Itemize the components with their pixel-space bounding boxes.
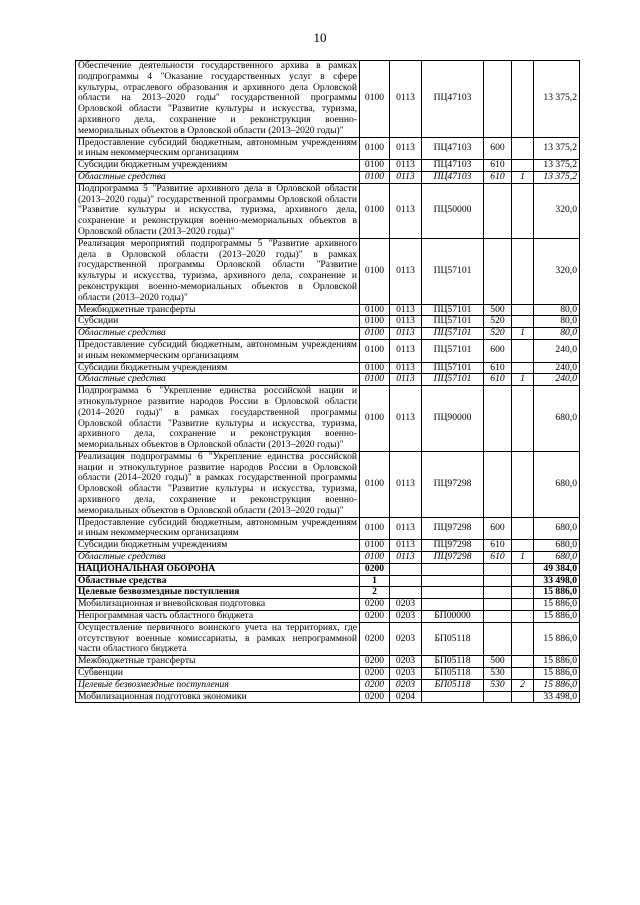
row-target-article: БП05118 (422, 668, 484, 680)
row-expense-type: 600 (484, 137, 512, 160)
row-amount: 680,0 (534, 386, 580, 452)
row-target-article: ПЦ57101 (422, 362, 484, 374)
row-target-article: ПЦ47103 (422, 171, 484, 183)
row-subsection-code: 0113 (390, 316, 422, 328)
table-row (76, 238, 580, 304)
row-target-article: ПЦ57101 (422, 238, 484, 304)
row-expense-type: 500 (484, 304, 512, 316)
row-amount: 15 886,0 (534, 611, 580, 623)
row-subsection-code: 0113 (390, 517, 422, 540)
row-subsection-code: 0203 (390, 599, 422, 611)
row-fund-source (512, 316, 534, 328)
row-amount: 15 886,0 (534, 599, 580, 611)
row-target-article: ПЦ97298 (422, 517, 484, 540)
row-target-article (422, 575, 484, 587)
row-amount: 80,0 (534, 304, 580, 316)
row-section-code: 0100 (360, 304, 390, 316)
row-expense-type: 530 (484, 679, 512, 691)
row-subsection-code: 0203 (390, 668, 422, 680)
row-expense-type: 610 (484, 160, 512, 172)
row-fund-source (512, 160, 534, 172)
row-name: Межбюджетные трансферты (76, 304, 360, 316)
row-amount: 680,0 (534, 552, 580, 564)
row-name: Обеспечение деятельности государственного архива в рамках подпрограммы 4 "Оказание государственных услуг в сфере культуры, отраслевого образования и архивного дела Орловской области на 2013–2020 годы" государственной программы Орловской области "Развитие культуры и искусства, туризма, архивного дела, сохранение и реконструкция военно-мемориальных объектов в Орловской области (2013–2020 годы)" (76, 61, 360, 138)
row-amount: 15 886,0 (534, 656, 580, 668)
row-section-code: 0100 (360, 339, 390, 362)
row-amount: 13 375,2 (534, 61, 580, 138)
row-expense-type (484, 386, 512, 452)
row-name: Предоставление субсидий бюджетным, автономным учреждениям и иным некоммерческим организациям (76, 339, 360, 362)
row-name: Целевые безвозмездные поступления (76, 679, 360, 691)
row-amount: 320,0 (534, 183, 580, 238)
row-name: Межбюджетные трансферты (76, 656, 360, 668)
row-section-code: 0100 (360, 137, 390, 160)
row-subsection-code: 0113 (390, 304, 422, 316)
row-expense-type (484, 622, 512, 655)
row-fund-source (512, 540, 534, 552)
row-fund-source (512, 362, 534, 374)
row-amount: 15 886,0 (534, 668, 580, 680)
row-section-code: 0100 (360, 171, 390, 183)
row-amount: 15 886,0 (534, 679, 580, 691)
row-name: Предоставление субсидий бюджетным, автономным учреждениям и иным некоммерческим организациям (76, 137, 360, 160)
table-row (76, 374, 580, 386)
row-section-code: 0100 (360, 552, 390, 564)
table-row (76, 451, 580, 517)
row-name: Областные средства (76, 328, 360, 340)
row-fund-source (512, 611, 534, 623)
row-amount: 13 375,2 (534, 137, 580, 160)
row-name: Реализация подпрограммы 6 "Укрепление единства российской нации и этнокультурное развитие народов России в Орловской области (2014–2020 годы)" в рамках государственной программы Орловской области "Развитие культуры и искусства, туризма, архивного дела, сохранение и реконструкция военно-мемориальных объектов в Орловской области (2013–2020 годы)" (76, 451, 360, 517)
row-section-code: 2 (360, 587, 390, 599)
row-expense-type (484, 575, 512, 587)
row-expense-type: 600 (484, 339, 512, 362)
row-target-article: ПЦ97298 (422, 552, 484, 564)
row-amount: 80,0 (534, 316, 580, 328)
row-expense-type: 600 (484, 517, 512, 540)
row-subsection-code: 0113 (390, 238, 422, 304)
row-section-code: 0100 (360, 160, 390, 172)
row-amount: 13 375,2 (534, 160, 580, 172)
row-amount: 49 384,0 (534, 563, 580, 575)
row-target-article (422, 587, 484, 599)
row-fund-source (512, 563, 534, 575)
row-section-code: 0100 (360, 328, 390, 340)
row-name: Непрограммная часть областного бюджета (76, 611, 360, 623)
row-expense-type: 610 (484, 552, 512, 564)
row-name: Подпрограмма 5 "Развитие архивного дела в Орловской области (2013–2020 годы)" государственной программы Орловской области "Развитие культуры и искусства, туризма, архивного дела, сохранение и реконструкция военно-мемориальных объектов в Орловской области (2013–2020 годы)" (76, 183, 360, 238)
budget-table (75, 60, 580, 703)
row-section-code: 0200 (360, 656, 390, 668)
row-amount: 320,0 (534, 238, 580, 304)
row-subsection-code (390, 563, 422, 575)
row-expense-type (484, 691, 512, 703)
row-expense-type (484, 599, 512, 611)
table-row (76, 339, 580, 362)
row-expense-type: 610 (484, 171, 512, 183)
row-subsection-code: 0113 (390, 374, 422, 386)
row-subsection-code: 0113 (390, 183, 422, 238)
row-expense-type (484, 587, 512, 599)
row-expense-type: 530 (484, 668, 512, 680)
row-subsection-code: 0203 (390, 656, 422, 668)
row-name: Субсидии бюджетным учреждениям (76, 540, 360, 552)
row-subsection-code: 0113 (390, 386, 422, 452)
row-name: Реализация мероприятий подпрограммы 5 "Развитие архивного дела в Орловской области (2013–2020 годы)" в рамках государственной программы Орловской области "Развитие культуры и искусства, туризма, архивного дела, сохранение и реконструкция военно-мемориальных объектов в Орловской области (2013–2020 годы)" (76, 238, 360, 304)
row-amount: 680,0 (534, 540, 580, 552)
row-name: Субвенции (76, 668, 360, 680)
row-amount: 80,0 (534, 328, 580, 340)
row-expense-type: 500 (484, 656, 512, 668)
row-name: Мобилизационная и вневойсковая подготовка (76, 599, 360, 611)
row-fund-source (512, 386, 534, 452)
table-row (76, 171, 580, 183)
row-subsection-code: 0203 (390, 622, 422, 655)
row-expense-type (484, 451, 512, 517)
row-target-article: ПЦ57101 (422, 304, 484, 316)
row-subsection-code: 0203 (390, 679, 422, 691)
row-name: Предоставление субсидий бюджетным, автономным учреждениям и иным некоммерческим организациям (76, 517, 360, 540)
row-section-code: 0100 (360, 183, 390, 238)
row-name: Областные средства (76, 575, 360, 587)
row-fund-source (512, 61, 534, 138)
table-row (76, 304, 580, 316)
row-fund-source: 2 (512, 679, 534, 691)
row-amount: 240,0 (534, 362, 580, 374)
row-target-article: ПЦ57101 (422, 316, 484, 328)
row-expense-type: 520 (484, 328, 512, 340)
row-subsection-code: 0113 (390, 451, 422, 517)
row-target-article: ПЦ97298 (422, 540, 484, 552)
row-amount: 680,0 (534, 517, 580, 540)
row-section-code: 0100 (360, 61, 390, 138)
table-row (76, 563, 580, 575)
table-row (76, 611, 580, 623)
row-fund-source: 1 (512, 374, 534, 386)
row-amount: 33 498,0 (534, 575, 580, 587)
row-subsection-code: 0113 (390, 339, 422, 362)
row-section-code: 0100 (360, 362, 390, 374)
table-row (76, 679, 580, 691)
table-row (76, 362, 580, 374)
row-target-article: ПЦ50000 (422, 183, 484, 238)
row-expense-type (484, 183, 512, 238)
table-row (76, 656, 580, 668)
row-target-article (422, 691, 484, 703)
row-fund-source (512, 656, 534, 668)
row-target-article (422, 599, 484, 611)
row-amount: 15 886,0 (534, 622, 580, 655)
row-target-article: БП05118 (422, 622, 484, 655)
row-expense-type (484, 611, 512, 623)
table-row (76, 587, 580, 599)
row-section-code: 0200 (360, 622, 390, 655)
table-row (76, 552, 580, 564)
row-section-code: 0200 (360, 563, 390, 575)
row-subsection-code: 0113 (390, 328, 422, 340)
row-amount: 15 886,0 (534, 587, 580, 599)
row-name: Областные средства (76, 171, 360, 183)
table-row (76, 691, 580, 703)
row-subsection-code: 0113 (390, 552, 422, 564)
row-target-article: ПЦ57101 (422, 328, 484, 340)
row-fund-source (512, 668, 534, 680)
row-expense-type: 520 (484, 316, 512, 328)
row-fund-source: 1 (512, 171, 534, 183)
row-subsection-code (390, 587, 422, 599)
table-row (76, 575, 580, 587)
table-row (76, 386, 580, 452)
row-name: Субсидии бюджетным учреждениям (76, 160, 360, 172)
row-target-article: ПЦ57101 (422, 339, 484, 362)
row-section-code: 0100 (360, 517, 390, 540)
row-subsection-code: 0113 (390, 171, 422, 183)
row-target-article (422, 563, 484, 575)
row-fund-source (512, 587, 534, 599)
table-row (76, 316, 580, 328)
row-fund-source (512, 575, 534, 587)
page-number: 10 (313, 30, 327, 45)
row-section-code: 0100 (360, 374, 390, 386)
row-section-code: 0200 (360, 691, 390, 703)
table-row (76, 328, 580, 340)
row-section-code: 0100 (360, 386, 390, 452)
row-name: Мобилизационная подготовка экономики (76, 691, 360, 703)
row-fund-source (512, 304, 534, 316)
row-section-code: 1 (360, 575, 390, 587)
row-fund-source: 1 (512, 552, 534, 564)
row-fund-source (512, 451, 534, 517)
row-name: Субсидии бюджетным учреждениям (76, 362, 360, 374)
row-target-article: БП00000 (422, 611, 484, 623)
row-fund-source (512, 238, 534, 304)
table-row (76, 668, 580, 680)
row-expense-type (484, 563, 512, 575)
row-target-article: ПЦ47103 (422, 137, 484, 160)
row-target-article: ПЦ57101 (422, 374, 484, 386)
table-row (76, 160, 580, 172)
row-amount: 13 375,2 (534, 171, 580, 183)
table-row (76, 137, 580, 160)
row-expense-type: 610 (484, 374, 512, 386)
row-target-article: БП05118 (422, 656, 484, 668)
row-section-code: 0100 (360, 238, 390, 304)
row-subsection-code: 0203 (390, 611, 422, 623)
row-fund-source (512, 339, 534, 362)
row-section-code: 0200 (360, 668, 390, 680)
row-fund-source (512, 137, 534, 160)
row-target-article: ПЦ47103 (422, 160, 484, 172)
row-name: НАЦИОНАЛЬНАЯ ОБОРОНА (76, 563, 360, 575)
row-amount: 33 498,0 (534, 691, 580, 703)
table-row (76, 61, 580, 138)
row-subsection-code: 0113 (390, 362, 422, 374)
row-section-code: 0100 (360, 451, 390, 517)
row-section-code: 0200 (360, 611, 390, 623)
row-subsection-code: 0113 (390, 61, 422, 138)
row-section-code: 0100 (360, 540, 390, 552)
table-row (76, 183, 580, 238)
row-section-code: 0200 (360, 679, 390, 691)
row-subsection-code: 0113 (390, 137, 422, 160)
row-expense-type: 610 (484, 362, 512, 374)
row-fund-source (512, 622, 534, 655)
row-name: Субсидии (76, 316, 360, 328)
table-row (76, 599, 580, 611)
row-subsection-code: 0204 (390, 691, 422, 703)
row-amount: 680,0 (534, 451, 580, 517)
row-name: Осуществление первичного воинского учета на территориях, где отсутствуют военные комиссариаты, в рамках непрограммной части областного бюджета (76, 622, 360, 655)
row-target-article: ПЦ47103 (422, 61, 484, 138)
row-name: Подпрограмма 6 "Укрепление единства российской нации и этнокультурное развитие народов России в Орловской области (2014–2020 годы)" в рамках государственной программы Орловской области "Развитие культуры и искусства, туризма, архивного дела, сохранение и реконструкция военно-мемориальных объектов в Орловской области (2013–2020 годы)" (76, 386, 360, 452)
row-expense-type (484, 61, 512, 138)
row-name: Областные средства (76, 552, 360, 564)
table-row (76, 540, 580, 552)
row-fund-source (512, 599, 534, 611)
row-name: Областные средства (76, 374, 360, 386)
row-fund-source (512, 183, 534, 238)
row-amount: 240,0 (534, 374, 580, 386)
row-section-code: 0200 (360, 599, 390, 611)
row-fund-source (512, 517, 534, 540)
table-row (76, 517, 580, 540)
row-expense-type: 610 (484, 540, 512, 552)
row-amount: 240,0 (534, 339, 580, 362)
row-expense-type (484, 238, 512, 304)
row-name: Целевые безвозмездные поступления (76, 587, 360, 599)
row-section-code: 0100 (360, 316, 390, 328)
row-target-article: ПЦ90000 (422, 386, 484, 452)
row-target-article: ПЦ97298 (422, 451, 484, 517)
table-row (76, 622, 580, 655)
row-subsection-code (390, 575, 422, 587)
row-subsection-code: 0113 (390, 160, 422, 172)
row-fund-source (512, 691, 534, 703)
row-target-article: БП05118 (422, 679, 484, 691)
row-fund-source: 1 (512, 328, 534, 340)
row-subsection-code: 0113 (390, 540, 422, 552)
